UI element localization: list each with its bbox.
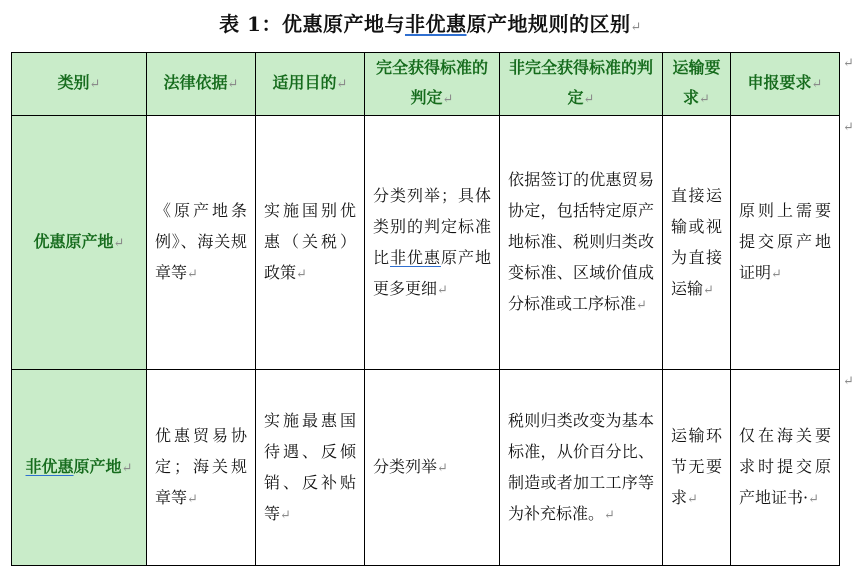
title-underlined-term: 非优惠 — [404, 12, 467, 36]
row-end-mark-icon: ↵ — [843, 374, 854, 389]
cell-legal-basis: 《原产地条例》、海关规章等↵ — [147, 116, 256, 370]
cell-wholly-obtained: 分类列举↵ — [365, 370, 500, 566]
cell-declaration: 原则上需要提交原产地证明↵ — [731, 116, 840, 370]
cell-purpose: 实施最惠国待遇、反倾销、反补贴等↵ — [256, 370, 365, 566]
cell-wholly-obtained: 分类列举；具体类别的判定标准比非优惠原产地更多更细↵ — [365, 116, 500, 370]
cell-not-wholly-obtained: 依据签订的优惠贸易协定，包括特定原产地标准、税则归类改变标准、区域价值成分标准或工序标准↵ — [500, 116, 663, 370]
header-purpose: 适用目的↵ — [256, 53, 365, 116]
title-prefix: 表 1：优惠原产地与 — [219, 12, 405, 36]
paragraph-mark-icon: ↵ — [630, 20, 642, 35]
table-row-non-preferential — [12, 370, 840, 566]
rules-comparison-table — [11, 52, 840, 566]
cell-not-wholly-obtained: 税则归类改变为基本标准，从价百分比、制造或者加工工序等为补充标准。↵ — [500, 370, 663, 566]
row-category-preferential: 优惠原产地↵ — [12, 116, 147, 370]
cell-purpose: 实施国别优惠（关税）政策↵ — [256, 116, 365, 370]
table-row-preferential — [12, 116, 840, 370]
header-legal-basis: 法律依据↵ — [147, 53, 256, 116]
title-suffix: 原产地规则的区别 — [466, 12, 631, 36]
page-title — [0, 8, 861, 37]
header-category: 类别↵ — [12, 53, 147, 116]
header-not-wholly-obtained: 非完全获得标准的判定↵ — [500, 53, 663, 116]
row-category-non-preferential: 非优惠原产地↵ — [12, 370, 147, 566]
table-header-row — [12, 53, 840, 116]
row-end-mark-icon: ↵ — [843, 56, 854, 71]
cell-legal-basis: 优惠贸易协定；海关规章等↵ — [147, 370, 256, 566]
header-wholly-obtained: 完全获得标准的判定↵ — [365, 53, 500, 116]
header-declaration: 申报要求↵ — [731, 53, 840, 116]
header-transport: 运输要求↵ — [663, 53, 731, 116]
cell-transport: 运输环节无要求↵ — [663, 370, 731, 566]
row-end-mark-icon: ↵ — [843, 120, 854, 135]
cell-transport: 直接运输或视为直接运输↵ — [663, 116, 731, 370]
cell-declaration: 仅在海关要求时提交原产地证书·↵ — [731, 370, 840, 566]
